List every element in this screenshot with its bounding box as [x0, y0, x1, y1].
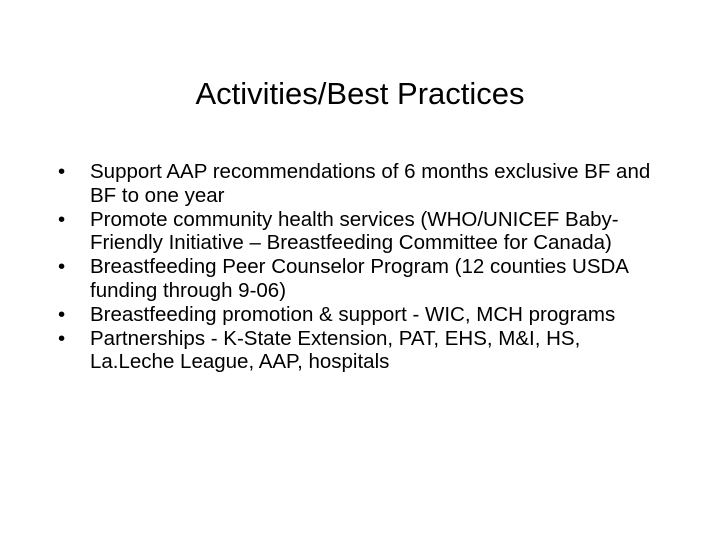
bullet-marker: •: [58, 207, 66, 231]
bullet-marker: •: [58, 160, 66, 183]
bullet-text: Breastfeeding promotion & support - WIC, MCH programs: [90, 302, 616, 326]
bullet-marker: •: [58, 326, 66, 350]
bullet-item: [58, 255, 668, 303]
bullet-item: [58, 160, 668, 208]
bullet-marker: •: [58, 302, 66, 326]
bullet-item: [58, 208, 668, 256]
bullet-text: Support AAP recommendations of 6 months exclusive BF and BF to one year: [90, 160, 651, 207]
slide-title: Activities/Best Practices: [195, 76, 525, 111]
bullet-text: Promote community health services (WHO/UNICEF Baby-Friendly Initiative – Breastfeeding Committee for Canada): [90, 207, 619, 255]
bullet-list: [58, 160, 668, 374]
bullet-item: [58, 327, 668, 375]
bullet-text: Breastfeeding Peer Counselor Program (12 counties USDA funding through 9-06): [90, 255, 628, 302]
bullet-marker: •: [58, 255, 66, 279]
bullet-text: Partnerships - K-State Extension, PAT, EHS, M&I, HS, La.Leche League, AAP, hospitals: [90, 326, 581, 374]
bullet-item: [58, 303, 668, 327]
